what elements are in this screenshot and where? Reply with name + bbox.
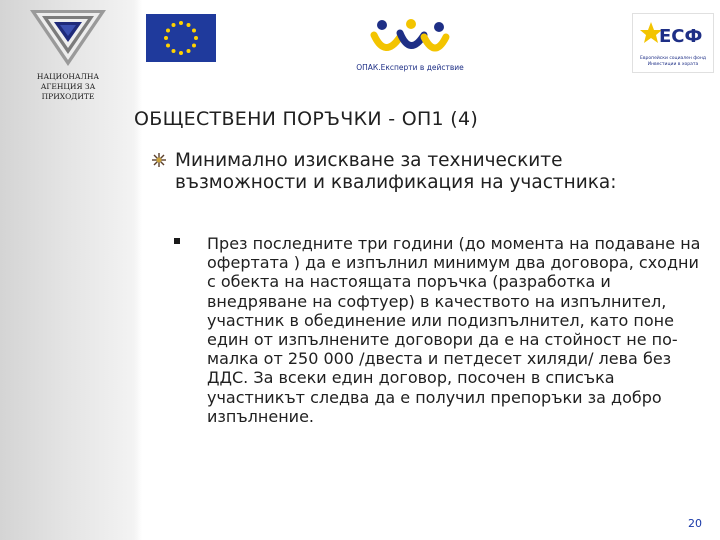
esf-mark: ЕСФ	[659, 26, 703, 47]
eu-flag-icon	[146, 14, 216, 62]
nra-triangle-logo-icon	[28, 6, 108, 68]
esf-tagline: Инвестиции в хората	[647, 62, 699, 67]
square-bullet-icon	[174, 238, 180, 244]
slide-title: ОБЩЕСТВЕНИ ПОРЪЧКИ - ОП1 (4)	[134, 108, 479, 130]
page-number: 20	[688, 517, 702, 530]
star-burst-bullet-icon	[152, 153, 166, 167]
agency-name-line: АГЕНЦИЯ ЗА	[40, 82, 96, 91]
opak-caption: ОПАК.Експерти в действие	[356, 63, 464, 72]
agency-name-line: ПРИХОДИТЕ	[41, 92, 95, 101]
bullet-level1-text: Минимално изискване за техническите възможности и квалификация на участника:	[175, 150, 617, 193]
bullet-level2-text: През последните три години (до момента на подаване на офертата ) да е изпълнил минимум два договора, сходни с обекта на настоящата поръчка (разработка и внедряване на софтуер) в качеството на изпълнител, участник в обединение или подизпълнител, като поне един от изпълнените договори да е на стойност не по-малка от 250 000 /двеста и петдесет хиляди/ лева без ДДС. За всеки един договор, посочен в списъка участникът следва да е получил препоръки за добро изпълнение.	[207, 234, 701, 426]
agency-name	[12, 72, 124, 102]
esf-subtitle: Европейски социален фонд	[640, 56, 706, 61]
esf-logo-icon	[633, 14, 713, 54]
opak-logo	[340, 15, 480, 79]
sidebar-edge	[134, 0, 142, 540]
agency-name-line: НАЦИОНАЛНА	[36, 72, 100, 81]
opak-figures-logo-icon	[340, 15, 480, 61]
esf-logo	[632, 13, 714, 73]
